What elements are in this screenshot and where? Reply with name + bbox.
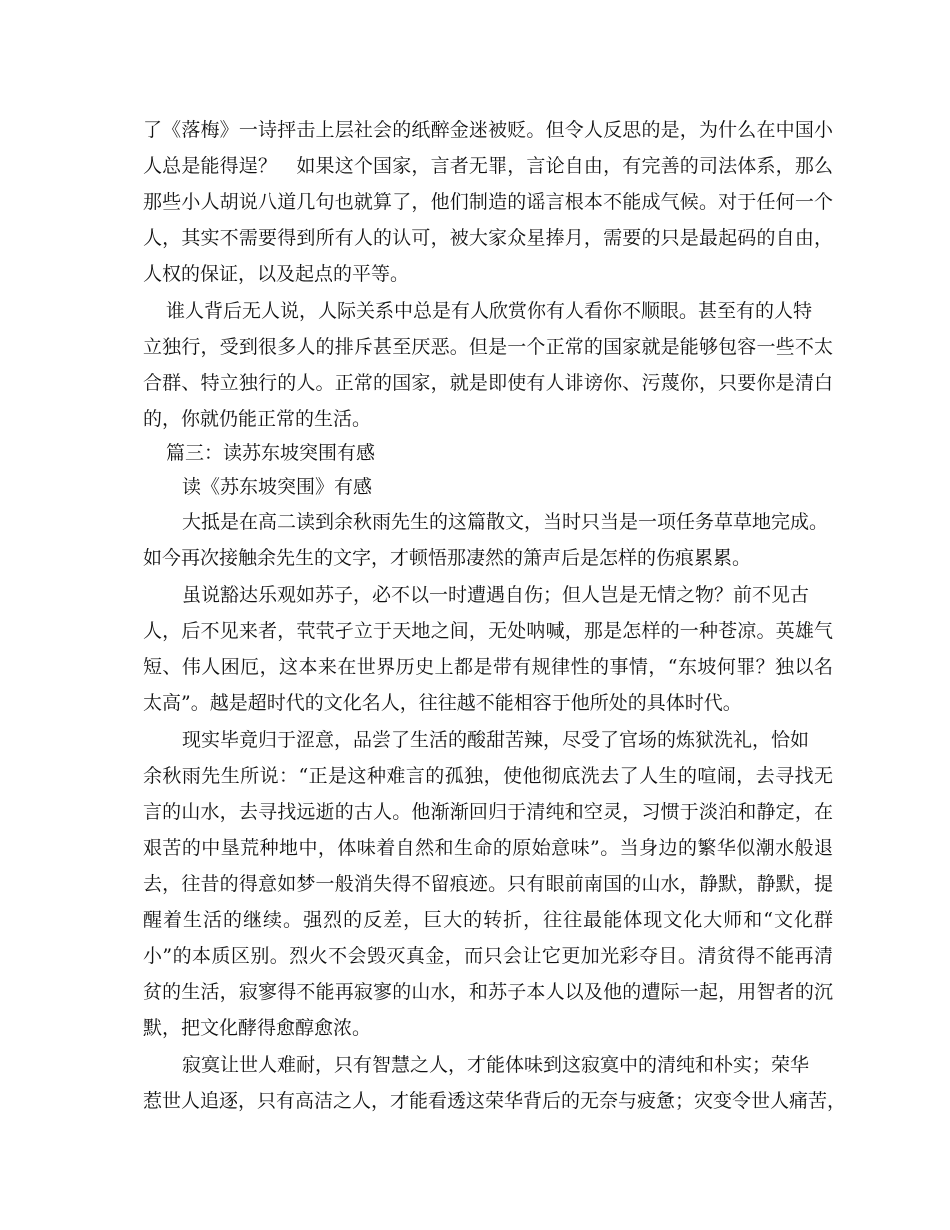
text-line: 短、伟人困厄，这本来在世界历史上都是带有规律性的事情，“东坡何罪？独以名	[143, 656, 833, 678]
text-line: 人总是能得逞？ 如果这个国家，言者无罪，言论自由，有完善的司法体系，那么	[143, 155, 833, 177]
text-line: 小”的本质区别。烈火不会毁灭真金，而只会让它更加光彩夺目。清贫得不能再清	[143, 945, 833, 967]
text-line: 大抵是在高二读到余秋雨先生的这篇散文，当时只当是一项任务草草地完成。	[182, 511, 829, 533]
text-line: 言的山水，去寻找远逝的古人。他渐渐回归于清纯和空灵，习惯于淡泊和静定，在	[143, 801, 833, 823]
text-line: 那些小人胡说八道几句也就算了，他们制造的谣言根本不能成气候。对于任何一个	[143, 191, 833, 213]
text-line: 余秋雨先生所说：“正是这种难言的孤独，使他彻底洗去了人生的喧闹，去寻找无	[143, 765, 833, 787]
text-line: 人，其实不需要得到所有人的认可，被大家众星捧月，需要的只是最起码的自由，	[143, 227, 833, 249]
text-line: 合群、特立独行的人。正常的国家，就是即使有人诽谤你、污蔑你，只要你是清白	[143, 372, 833, 394]
article-title: 读《苏东坡突围》有感	[182, 476, 373, 498]
text-line: 惹世人追逐，只有高洁之人，才能看透这荣华背后的无奈与疲惫；灾变令世人痛苦，	[143, 1090, 847, 1112]
text-line: 太高”。越是超时代的文化名人，往往越不能相容于他所处的具体时代。	[143, 692, 742, 714]
text-line: 默，把文化酵得愈醇愈浓。	[143, 1017, 372, 1039]
section-heading: 篇三：读苏东坡突围有感	[166, 442, 376, 464]
text-line: 寂寞让世人难耐，只有智慧之人，才能体味到这寂寞中的清纯和朴实；荣华	[182, 1054, 810, 1076]
text-line: 如今再次接触余先生的文字，才顿悟那凄然的箫声后是怎样的伤痕累累。	[143, 547, 752, 569]
text-line: 谁人背后无人说，人际关系中总是有人欣赏你有人看你不顺眼。甚至有的人特	[166, 300, 813, 322]
text-line: 了《落梅》一诗抨击上层社会的纸醉金迷被贬。但令人反思的是，为什么在中国小	[143, 119, 833, 141]
text-line: 去，往昔的得意如梦一般消失得不留痕迹。只有眼前南国的山水，静默，静默，提	[143, 873, 833, 895]
text-line: 现实毕竟归于涩意，品尝了生活的酸甜苦辣，尽受了官场的炼狱洗礼，恰如	[182, 729, 810, 751]
text-line: 贫的生活，寂寥得不能再寂寥的山水，和苏子本人以及他的遭际一起，用智者的沉	[143, 981, 833, 1003]
text-line: 醒着生活的继续。强烈的反差，巨大的转折，往往最能体现文化大师和“文化群	[143, 909, 833, 931]
text-line: 人权的保证，以及起点的平等。	[143, 263, 410, 285]
text-line: 立独行，受到很多人的排斥甚至厌恶。但是一个正常的国家就是能够包容一些不太	[143, 336, 833, 358]
text-line: 的，你就仍能正常的生活。	[143, 408, 372, 430]
text-line: 虽说豁达乐观如苏子，必不以一时遭遇自伤；但人岂是无情之物？前不见古	[182, 584, 810, 606]
text-line: 艰苦的中垦荒种地中，体味着自然和生命的原始意味”。当身边的繁华似潮水般退	[143, 837, 833, 859]
text-line: 人，后不见来者，茕茕孑立于天地之间，无处呐喊，那是怎样的一种苍凉。英雄气	[143, 620, 833, 642]
